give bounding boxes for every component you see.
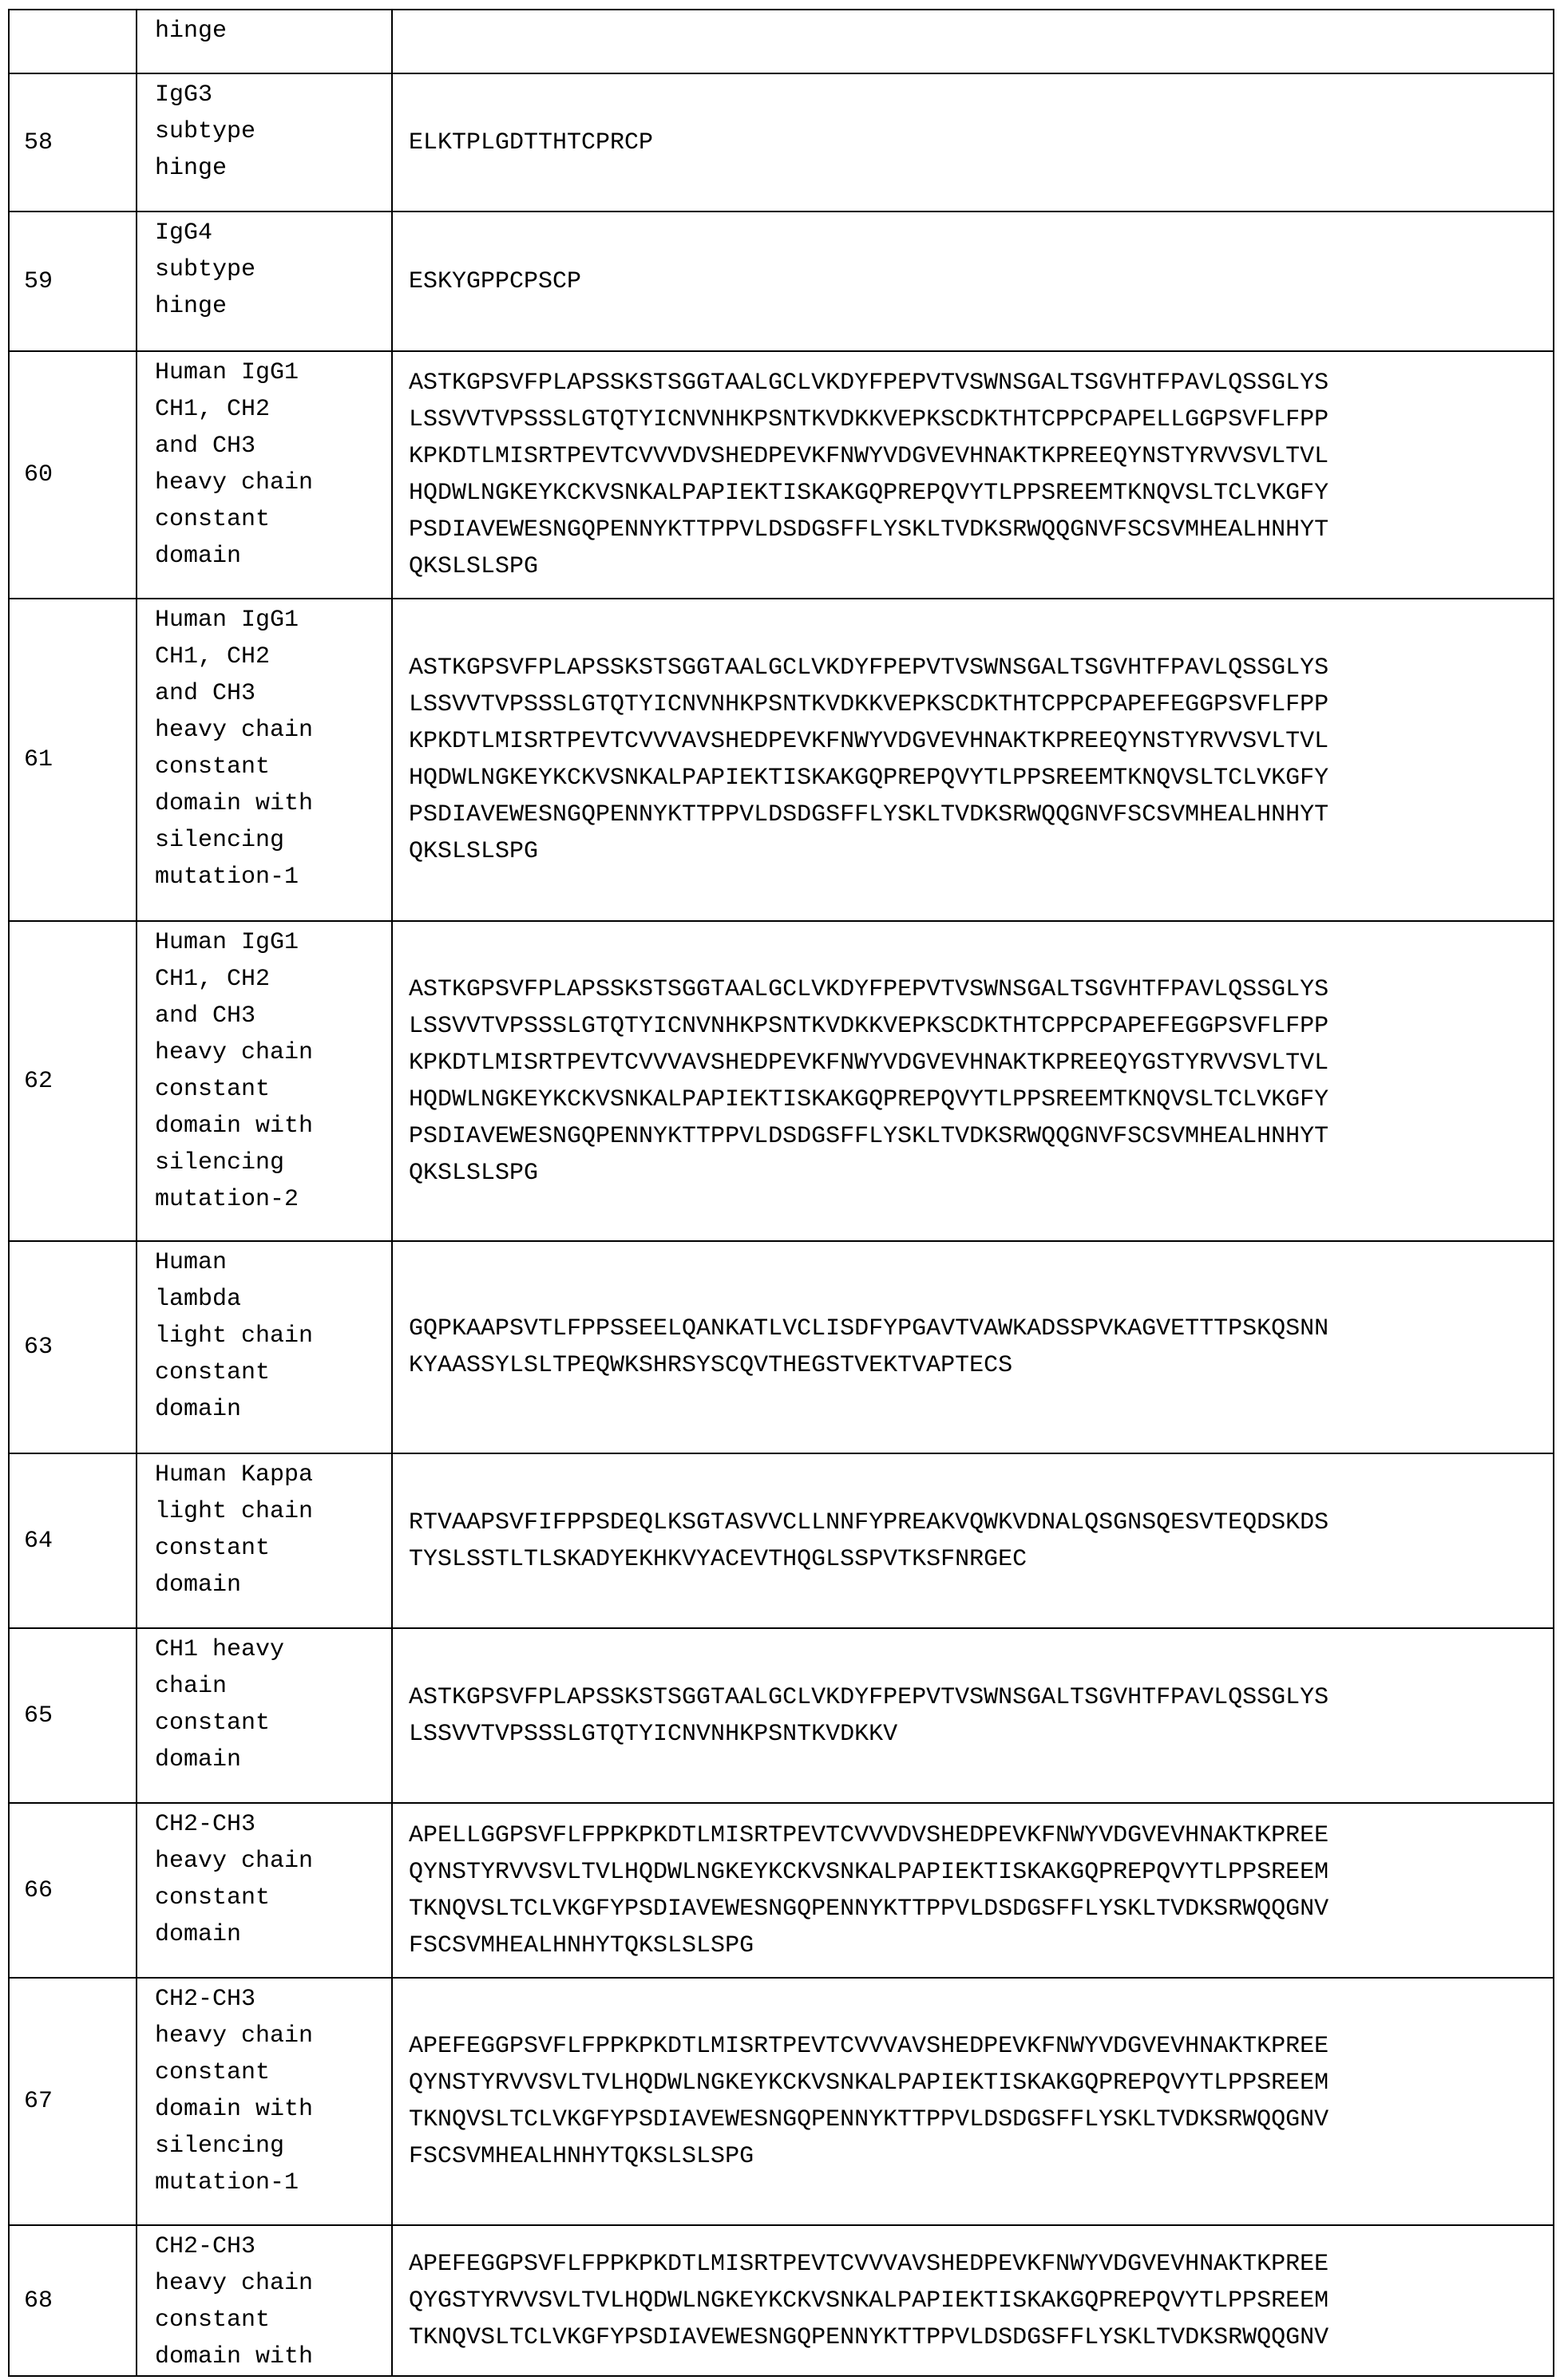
sequence-line: PSDIAVEWESNGQPENNYKTTPPVLDSDGSFFLYSKLTVDKSRWQQGNVFSCSVMHEALHNHYT (409, 516, 1329, 544)
description-cell: IgG3 subtype hinge (137, 73, 392, 212)
seq-id-cell: 66 (9, 1803, 137, 1978)
sequence-line: ELKTPLGDTTHTCPRCP (409, 128, 654, 156)
sequence-line: KYAASSYLSLTPEQWKSHRSYSCQVTHEGSTVEKTVAPTECS (409, 1352, 1013, 1379)
sequence-cell (392, 212, 1554, 351)
description-cell: Human lambda light chain constant domain (137, 1241, 392, 1453)
table-row (9, 1453, 1554, 1628)
sequence-cell (392, 73, 1554, 212)
sequence-line: LSSVVTVPSSSLGTQTYICNVNHKPSNTKVDKKVEPKSCDKTHTCPPCPAPEFEGGPSVFLFPP (409, 691, 1329, 718)
sequence-line: LSSVVTVPSSSLGTQTYICNVNHKPSNTKVDKKV (409, 1720, 898, 1748)
sequence-line: APELLGGPSVFLFPPKPKDTLMISRTPEVTCVVVDVSHEDPEVKFNWYVDGVEVHNAKTKPREE (409, 1821, 1329, 1849)
description-cell: CH1 heavy chain constant domain (137, 1628, 392, 1803)
sequence-cell (392, 351, 1554, 599)
seq-id-cell: 63 (9, 1241, 137, 1453)
table-row (9, 1241, 1554, 1453)
sequence-line: QKSLSLSPG (409, 838, 539, 865)
table-row (9, 921, 1554, 1241)
sequence-cell (392, 1628, 1554, 1803)
description-cell: Human IgG1 CH1, CH2 and CH3 heavy chain constant domain with silencing mutation-2 (137, 921, 392, 1241)
sequence-line: PSDIAVEWESNGQPENNYKTTPPVLDSDGSFFLYSKLTVDKSRWQQGNVFSCSVMHEALHNHYT (409, 801, 1329, 828)
description-cell: Human Kappa light chain constant domain (137, 1453, 392, 1628)
description-cell: IgG4 subtype hinge (137, 212, 392, 351)
sequence-line: QKSLSLSPG (409, 1159, 539, 1187)
sequence-line: APEFEGGPSVFLFPPKPKDTLMISRTPEVTCVVVAVSHEDPEVKFNWYVDGVEVHNAKTKPREE (409, 2033, 1329, 2060)
description-cell: Human IgG1 CH1, CH2 and CH3 heavy chain constant domain with silencing mutation-1 (137, 599, 392, 921)
sequence-line: TYSLSSTLTLSKADYEKHKVYACEVTHQGLSSPVTKSFNRGEC (409, 1545, 1027, 1573)
sequence-line: TKNQVSLTCLVKGFYPSDIAVEWESNGQPENNYKTTPPVLDSDGSFFLYSKLTVDKSRWQQGNV (409, 1895, 1329, 1923)
table-row (9, 1803, 1554, 1978)
description-cell: Human IgG1 CH1, CH2 and CH3 heavy chain constant domain (137, 351, 392, 599)
sequence-line: KPKDTLMISRTPEVTCVVVDVSHEDPEVKFNWYVDGVEVHNAKTKPREEQYNSTYRVVSVLTVL (409, 443, 1329, 470)
table-row (9, 599, 1554, 921)
sequence-line: FSCSVMHEALHNHYTQKSLSLSPG (409, 2143, 754, 2170)
sequence-line: QKSLSLSPG (409, 553, 539, 580)
sequence-line: ASTKGPSVFPLAPSSKSTSGGTAALGCLVKDYFPEPVTVSWNSGALTSGVHTFPAVLQSSGLYS (409, 975, 1329, 1003)
seq-id-cell: 64 (9, 1453, 137, 1628)
sequence-line: TKNQVSLTCLVKGFYPSDIAVEWESNGQPENNYKTTPPVLDSDGSFFLYSKLTVDKSRWQQGNV (409, 2106, 1329, 2133)
sequence-line: KPKDTLMISRTPEVTCVVVAVSHEDPEVKFNWYVDGVEVHNAKTKPREEQYGSTYRVVSVLTVL (409, 1049, 1329, 1077)
seq-id-cell: 58 (9, 73, 137, 212)
table-row (9, 351, 1554, 599)
sequence-line: LSSVVTVPSSSLGTQTYICNVNHKPSNTKVDKKVEPKSCDKTHTCPPCPAPEFEGGPSVFLFPP (409, 1012, 1329, 1040)
description-cell: CH2-CH3 heavy chain constant domain (137, 1803, 392, 1978)
sequence-line: TKNQVSLTCLVKGFYPSDIAVEWESNGQPENNYKTTPPVLDSDGSFFLYSKLTVDKSRWQQGNV (409, 2323, 1329, 2351)
table-row (9, 1978, 1554, 2225)
table-row (9, 10, 1554, 73)
sequence-cell (392, 1241, 1554, 1453)
sequence-cell (392, 921, 1554, 1241)
seq-id-cell: 59 (9, 212, 137, 351)
sequence-line: PSDIAVEWESNGQPENNYKTTPPVLDSDGSFFLYSKLTVDKSRWQQGNVFSCSVMHEALHNHYT (409, 1122, 1329, 1150)
sequence-line: ASTKGPSVFPLAPSSKSTSGGTAALGCLVKDYFPEPVTVSWNSGALTSGVHTFPAVLQSSGLYS (409, 370, 1329, 397)
sequence-line: ESKYGPPCPSCP (409, 267, 582, 295)
seq-id-cell: 67 (9, 1978, 137, 2225)
seq-id-cell: 62 (9, 921, 137, 1241)
table-row (9, 73, 1554, 212)
seq-id-cell: 68 (9, 2225, 137, 2376)
sequence-cell (392, 1453, 1554, 1628)
sequence-line: APEFEGGPSVFLFPPKPKDTLMISRTPEVTCVVVAVSHEDPEVKFNWYVDGVEVHNAKTKPREE (409, 2250, 1329, 2278)
sequence-table (8, 9, 1554, 2377)
table-row (9, 1628, 1554, 1803)
sequence-table-body (9, 10, 1554, 2376)
sequence-line: HQDWLNGKEYKCKVSNKALPAPIEKTISKAKGQPREPQVYTLPPSREEMTKNQVSLTCLVKGFY (409, 1085, 1329, 1113)
sequence-line: HQDWLNGKEYKCKVSNKALPAPIEKTISKAKGQPREPQVYTLPPSREEMTKNQVSLTCLVKGFY (409, 480, 1329, 507)
table-row (9, 2225, 1554, 2376)
seq-id-cell: 65 (9, 1628, 137, 1803)
description-cell: hinge (137, 10, 392, 73)
sequence-line: QYGSTYRVVSVLTVLHQDWLNGKEYKCKVSNKALPAPIEKTISKAKGQPREPQVYTLPPSREEM (409, 2287, 1329, 2315)
sequence-cell (392, 599, 1554, 921)
sequence-line: HQDWLNGKEYKCKVSNKALPAPIEKTISKAKGQPREPQVYTLPPSREEMTKNQVSLTCLVKGFY (409, 765, 1329, 792)
sequence-line: RTVAAPSVFIFPPSDEQLKSGTASVVCLLNNFYPREAKVQWKVDNALQSGNSQESVTEQDSKDS (409, 1508, 1329, 1536)
sequence-line: KPKDTLMISRTPEVTCVVVAVSHEDPEVKFNWYVDGVEVHNAKTKPREEQYNSTYRVVSVLTVL (409, 728, 1329, 755)
sequence-line: ASTKGPSVFPLAPSSKSTSGGTAALGCLVKDYFPEPVTVSWNSGALTSGVHTFPAVLQSSGLYS (409, 654, 1329, 682)
sequence-line: FSCSVMHEALHNHYTQKSLSLSPG (409, 1931, 754, 1959)
sequence-cell (392, 2225, 1554, 2376)
sequence-line: ASTKGPSVFPLAPSSKSTSGGTAALGCLVKDYFPEPVTVSWNSGALTSGVHTFPAVLQSSGLYS (409, 1683, 1329, 1711)
description-cell: CH2-CH3 heavy chain constant domain with silencing mutation-1 (137, 1978, 392, 2225)
sequence-cell (392, 1803, 1554, 1978)
sequence-line: QYNSTYRVVSVLTVLHQDWLNGKEYKCKVSNKALPAPIEKTISKAKGQPREPQVYTLPPSREEM (409, 1858, 1329, 1886)
sequence-line: LSSVVTVPSSSLGTQTYICNVNHKPSNTKVDKKVEPKSCDKTHTCPPCPAPELLGGPSVFLFPP (409, 406, 1329, 433)
description-cell: CH2-CH3 heavy chain constant domain with (137, 2225, 392, 2376)
sequence-cell (392, 1978, 1554, 2225)
sequence-line: QYNSTYRVVSVLTVLHQDWLNGKEYKCKVSNKALPAPIEKTISKAKGQPREPQVYTLPPSREEM (409, 2070, 1329, 2097)
seq-id-cell: 60 (9, 351, 137, 599)
sequence-line: GQPKAAPSVTLFPPSSEELQANKATLVCLISDFYPGAVTVAWKADSSPVKAGVETTTPSKQSNN (409, 1315, 1329, 1342)
seq-id-cell: 61 (9, 599, 137, 921)
table-row (9, 212, 1554, 351)
seq-id-cell (9, 10, 137, 73)
sequence-cell (392, 10, 1554, 73)
